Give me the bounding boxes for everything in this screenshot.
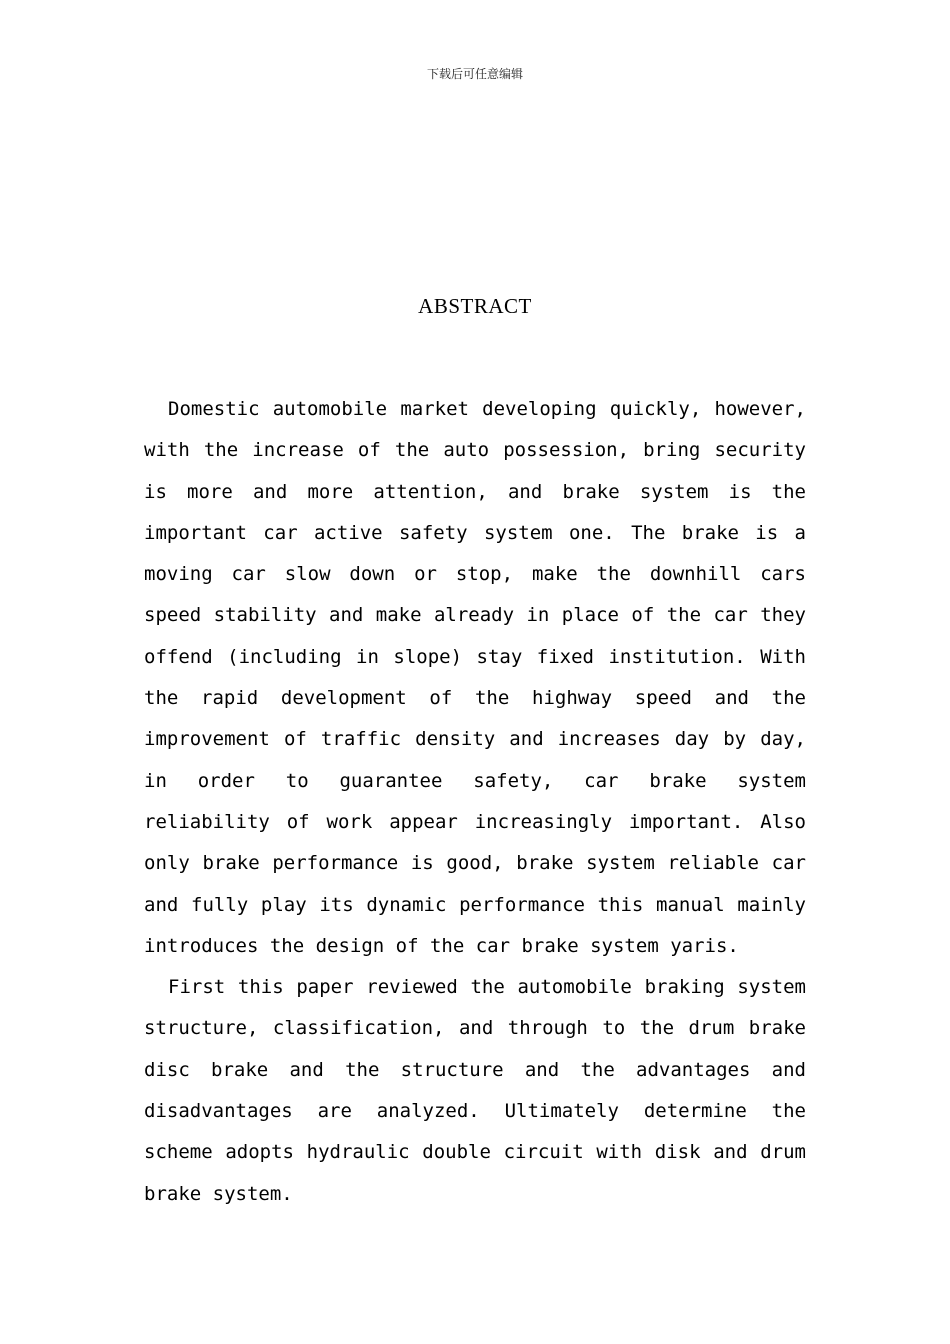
abstract-title: ABSTRACT xyxy=(418,294,532,318)
abstract-paragraph-2: First this paper reviewed the automobile braking system structure, classification, and through to the drum brake disc brake and the structure and the advantages and disadvantages are analyzed. Ultimately determine the scheme adopts hydraulic double circuit with disk and drum brake system. xyxy=(144,976,806,1205)
header-watermark: 下载后可任意编辑 xyxy=(426,67,523,81)
abstract-body xyxy=(144,389,806,1215)
abstract-paragraph-1: Domestic automobile market developing quickly, however, with the increase of the auto possession, bring security is more and more attention, and brake system is the important car active safety system one. The brake is a moving car slow down or stop, make the downhill cars speed stability and make already in place of the car they offend (including in slope) stay fixed institution. With the rapid development of the highway speed and the improvement of traffic density and increases day by day, in order to guarantee safety, car brake system reliability of work appear increasingly important. Also only brake performance is good, brake system reliable car and fully play its dynamic performance this manual mainly introduces the design of the car brake system yaris. xyxy=(144,398,806,957)
